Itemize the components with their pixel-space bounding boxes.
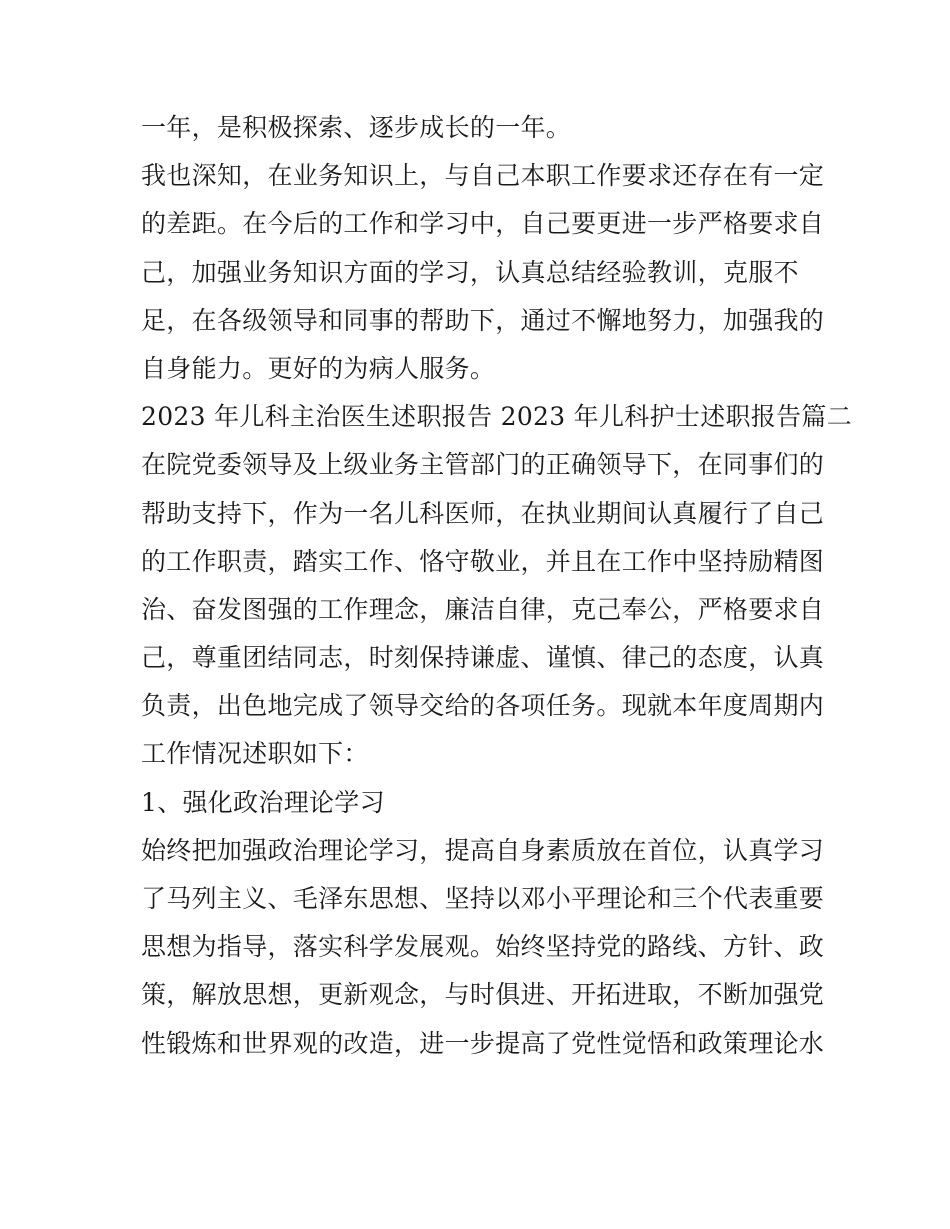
text-line: 在院党委领导及上级业务主管部门的正确领导下，在同事们的	[141, 450, 825, 480]
text-line: 的差距。在今后的工作和学习中，自己要更进一步严格要求自	[141, 209, 825, 239]
text-line: 帮助支持下，作为一名儿科医师，在执业期间认真履行了自己	[141, 498, 825, 528]
text-line: 一年，是积极探索、逐步成长的一年。	[141, 113, 572, 142]
subsection-heading: 1、强化政治理论学习	[141, 787, 385, 817]
text-line: 思想为指导，落实科学发展观。始终坚持党的路线、方针、政	[141, 932, 825, 962]
text-line: 工作情况述职如下：	[141, 739, 369, 769]
text-line: 了马列主义、毛泽东思想、坚持以邓小平理论和三个代表重要	[141, 884, 825, 913]
text-line: 性锻炼和世界观的改造，进一步提高了党性觉悟和政策理论水	[141, 1028, 825, 1058]
text-line: 策，解放思想，更新观念，与时俱进、开拓进取，不断加强党	[141, 980, 825, 1010]
text-line: 始终把加强政治理论学习，提高自身素质放在首位，认真学习	[141, 835, 825, 865]
text-line: 我也深知，在业务知识上，与自己本职工作要求还存在有一定	[141, 161, 825, 191]
text-line: 己，尊重团结同志，时刻保持谦虚、谨慎、律己的态度，认真	[141, 643, 825, 673]
text-line: 己，加强业务知识方面的学习，认真总结经验教训，克服不	[141, 257, 799, 287]
text-line: 的工作职责，踏实工作、恪守敬业，并且在工作中坚持励精图	[141, 546, 825, 576]
document-body	[141, 104, 852, 1068]
section-heading: 2023 年儿科主治医生述职报告 2023 年儿科护士述职报告篇二	[141, 402, 852, 432]
text-line: 治、奋发图强的工作理念，廉洁自律，克己奉公，严格要求自	[141, 594, 825, 624]
text-line: 自身能力。更好的为病人服务。	[141, 353, 496, 383]
text-line: 足，在各级领导和同事的帮助下，通过不懈地努力，加强我的	[141, 305, 825, 335]
text-line: 负责，出色地完成了领导交给的各项任务。现就本年度周期内	[141, 691, 825, 721]
